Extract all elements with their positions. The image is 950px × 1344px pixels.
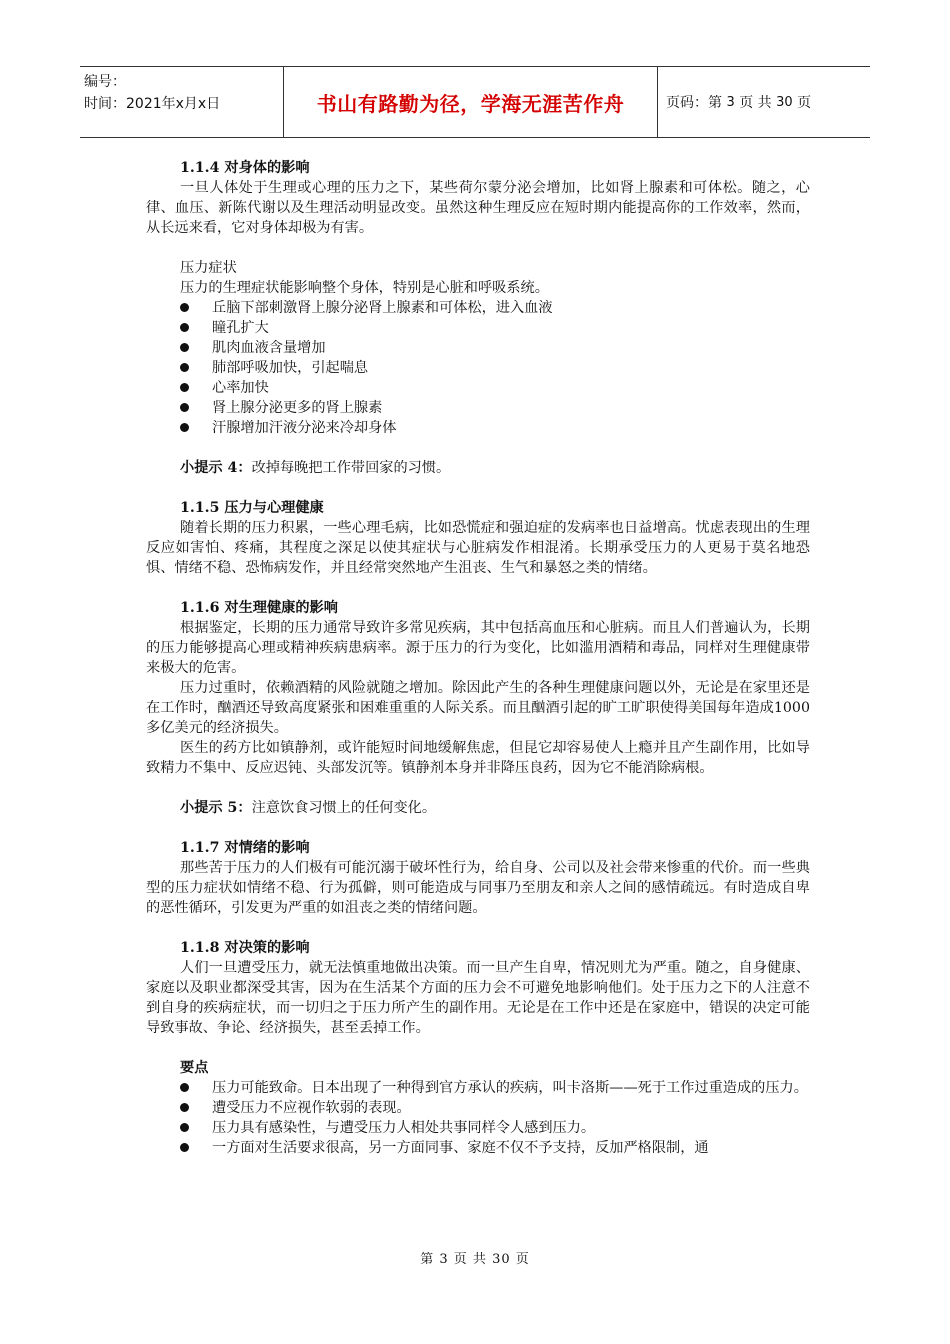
bullet-icon	[180, 1103, 189, 1112]
page-suffix: 页	[797, 95, 812, 111]
header-page-number	[658, 67, 870, 137]
list-item: 瞳孔扩大	[146, 318, 810, 338]
section-heading: 1.1.8 对决策的影响	[180, 940, 310, 956]
paragraph: 那些苦于压力的人们极有可能沉溺于破坏性行为，给自身、公司以及社会带来惨重的代价。而一些典型的压力症状如情绪不稳、行为孤僻，则可能造成与同事乃至朋友和亲人之间的感情疏远。有时造成自卑的恶性循环，引发更为严重的如沮丧之类的情绪问题。	[146, 860, 810, 916]
list-item: 压力可能致命。日本出现了一种得到官方承认的疾病，叫卡洛斯——死于工作过重造成的压力。	[146, 1078, 810, 1098]
paragraph: 随着长期的压力积累，一些心理毛病，比如恐慌症和强迫症的发病率也日益增高。忧虑表现出的生理反应如害怕、疼痛，其程度之深足以使其症状与心脏病发作相混淆。长期承受压力的人更易于莫名地恐惧、情绪不稳、恐怖病发作，并且经常突然地产生沮丧、生气和暴怒之类的情绪。	[146, 520, 810, 576]
page-prefix: 页码：第	[666, 95, 722, 111]
page-footer: 第 3 页 共 30 页	[420, 1252, 530, 1267]
footer-total-pages: 30	[492, 1252, 511, 1267]
list-item: 肺部呼吸加快，引起喘息	[146, 358, 810, 378]
bullet-icon	[180, 1083, 189, 1092]
header-motto: 书山有路勤为径，学海无涯苦作舟	[283, 67, 658, 137]
section-heading: 1.1.7 对情绪的影响	[180, 840, 310, 856]
paragraph: 一旦人体处于生理或心理的压力之下，某些荷尔蒙分泌会增加，比如肾上腺素和可体松。随之，心律、血压、新陈代谢以及生理活动明显改变。虽然这种生理反应在短时期内能提高你的工作效率，然而，从长远来看，它对身体却极为有害。	[146, 180, 810, 236]
list-item: 丘脑下部刺激肾上腺分泌肾上腺素和可体松，进入血液	[146, 298, 810, 318]
page-total: 30	[776, 94, 793, 110]
tip-5: 小提示 5：注意饮食习惯上的任何变化。	[180, 800, 437, 816]
paragraph: 压力的生理症状能影响整个身体，特别是心脏和呼吸系统。	[180, 280, 549, 296]
list-item: 心率加快	[146, 378, 810, 398]
page-mid: 页 共	[739, 95, 772, 111]
bullet-icon	[180, 423, 189, 432]
page-current: 3	[726, 94, 735, 110]
paragraph: 根据鉴定，长期的压力通常导致许多常见疾病，其中包括高血压和心脏病。而且人们普遍认为，长期的压力能够提高心理或精神疾病患病率。源于压力的行为变化，比如滥用酒精和毒品，同样对生理健康带来极大的危害。	[146, 620, 810, 676]
time-label: 时间：2021年x月x日	[84, 96, 221, 112]
header-meta	[80, 67, 283, 137]
section-heading: 1.1.5 压力与心理健康	[180, 500, 324, 516]
paragraph: 压力过重时，依赖酒精的风险就随之增加。除因此产生的各种生理健康问题以外，无论是在家里还是在工作时，酗酒还导致高度紧张和困难重重的人际关系。而且酗酒引起的旷工旷职使得美国每年造成1000多亿美元的经济损失。	[146, 680, 810, 736]
section-heading: 1.1.4 对身体的影响	[180, 160, 310, 176]
tip-4: 小提示 4：改掉每晚把工作带回家的习惯。	[180, 460, 451, 476]
number-label: 编号：	[84, 74, 126, 90]
list-item: 肾上腺分泌更多的肾上腺素	[146, 398, 810, 418]
bullet-icon	[180, 1143, 189, 1152]
bullet-icon	[180, 323, 189, 332]
list-item: 遭受压力不应视作软弱的表现。	[146, 1098, 810, 1118]
list-item: 压力具有感染性，与遭受压力人相处共事同样令人感到压力。	[146, 1118, 810, 1138]
document-body	[146, 158, 810, 1158]
page-header	[80, 66, 870, 138]
bullet-icon	[180, 403, 189, 412]
section-heading: 要点	[180, 1060, 209, 1076]
section-heading: 1.1.6 对生理健康的影响	[180, 600, 338, 616]
list-item: 汗腺增加汗液分泌来冷却身体	[146, 418, 810, 438]
bullet-icon	[180, 303, 189, 312]
paragraph: 医生的药方比如镇静剂，或许能短时间地缓解焦虑，但昆它却容易使人上瘾并且产生副作用，比如导致精力不集中、反应迟钝、头部发沉等。镇静剂本身并非降压良药，因为它不能消除病根。	[146, 740, 810, 776]
list-item: 肌肉血液含量增加	[146, 338, 810, 358]
list-item: 一方面对生活要求很高，另一方面同事、家庭不仅不予支持，反加严格限制，通	[146, 1138, 810, 1158]
bullet-icon	[180, 363, 189, 372]
bullet-icon	[180, 1123, 189, 1132]
paragraph: 人们一旦遭受压力，就无法慎重地做出决策。而一旦产生自卑，情况则尤为严重。随之，自身健康、家庭以及职业都深受其害，因为在生活某个方面的压力会不可避免地影响他们。处于压力之下的人注意不到自身的疾病症状，而一切归之于压力所产生的副作用。无论是在工作中还是在家庭中，错误的决定可能导致事故、争论、经济损失，甚至丢掉工作。	[146, 960, 810, 1036]
bullet-icon	[180, 343, 189, 352]
subheading: 压力症状	[180, 260, 237, 276]
bullet-icon	[180, 383, 189, 392]
footer-current-page: 3	[439, 1252, 449, 1267]
